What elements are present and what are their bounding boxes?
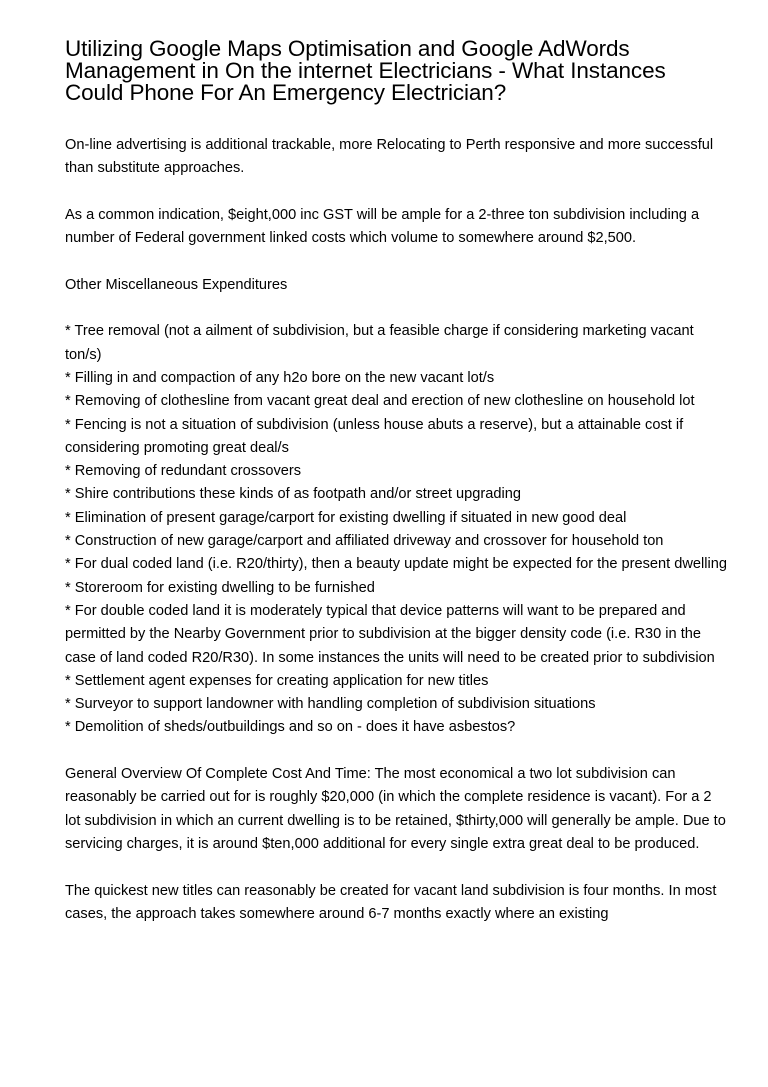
section-heading: Other Miscellaneous Expenditures	[65, 276, 288, 293]
list-item: * Fencing is not a situation of subdivision (unless house abuts a reserve), but a attainable cost if considering promoting great deal/s	[65, 416, 684, 456]
timeline-paragraph: The quickest new titles can reasonably be created for vacant land subdivision is four months. In most cases, the approach takes somewhere around 6-7 months exactly where an existing	[65, 882, 717, 922]
list-item: * Removing of redundant crossovers	[65, 463, 302, 480]
document-body	[65, 134, 728, 926]
list-item: * Demolition of sheds/outbuildings and so on - does it have asbestos?	[65, 719, 516, 736]
list-item: * Shire contributions these kinds of as footpath and/or street upgrading	[65, 486, 521, 503]
list-item: * For double coded land it is moderately typical that device patterns will want to be prepared and permitted by the Nearby Government prior to subdivision at the bigger density code (i.e. R30 in the case of land coded R20/R30). In some instances the units will need to be created prior to subdivision	[65, 602, 715, 666]
list-item: * Tree removal (not a ailment of subdivision, but a feasible charge if considering marketing vacant ton/s)	[65, 323, 694, 363]
overview-paragraph: General Overview Of Complete Cost And Time: The most economical a two lot subdivision can reasonably be carried out for is roughly $20,000 (in which the complete residence is vacant). For a 2 lot subdivision in which an current dwelling is to be retained, $thirty,000 will generally be ample. Due to servicing charges, it is around $ten,000 additional for every single extra great deal to be produced.	[65, 766, 726, 852]
list-item: * Surveyor to support landowner with handling completion of subdivision situations	[65, 696, 596, 713]
intro-paragraph: On-line advertising is additional trackable, more Relocating to Perth responsive and more successful than substitute approaches.	[65, 137, 714, 177]
list-item: * Settlement agent expenses for creating application for new titles	[65, 672, 489, 689]
list-item: * Storeroom for existing dwelling to be furnished	[65, 579, 375, 596]
list-item: * Elimination of present garage/carport for existing dwelling if situated in new good deal	[65, 509, 627, 526]
list-item: * Construction of new garage/carport and affiliated driveway and crossover for household ton	[65, 533, 664, 550]
document-title: Utilizing Google Maps Optimisation and Google AdWords Management in On the internet Electricians - What Instances Could Phone For An Emergency Electrician?	[65, 36, 666, 105]
cost-paragraph: As a common indication, $eight,000 inc GST will be ample for a 2-three ton subdivision including a number of Federal government linked costs which volume to somewhere around $2,500.	[65, 206, 700, 247]
expenditure-list	[65, 320, 728, 739]
list-item: * Removing of clothesline from vacant great deal and erection of new clothesline on household lot	[65, 393, 695, 410]
list-item: * For dual coded land (i.e. R20/thirty), then a beauty update might be expected for the present dwelling	[65, 556, 727, 573]
list-item: * Filling in and compaction of any h2o bore on the new vacant lot/s	[65, 369, 495, 386]
